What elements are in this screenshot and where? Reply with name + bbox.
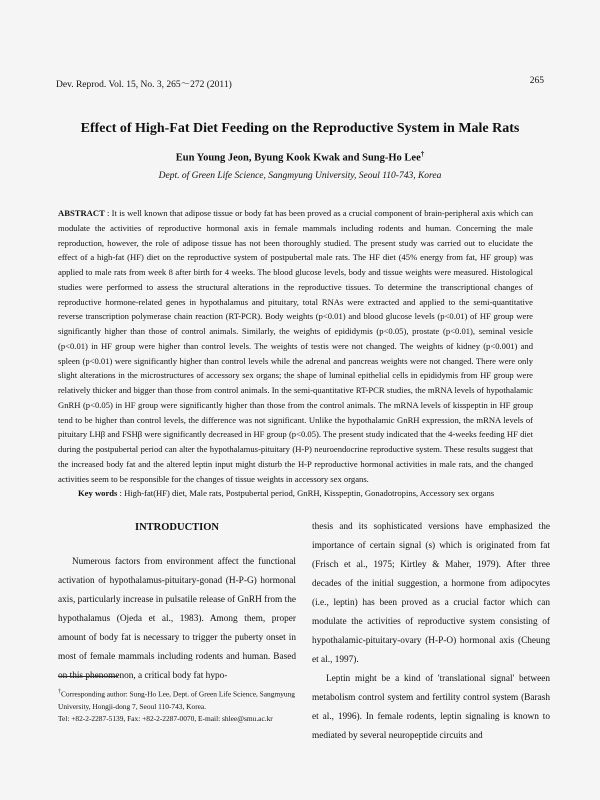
footnote-divider [58,676,118,677]
footnote-line-2: Tel: +82-2-2287-5139, Fax: +82-2-2287-0070, E-mail: shlee@smu.ac.kr [58,714,273,724]
footnote-line-1: Corresponding author: Sung-Ho Lee, Dept. of Green Life Science, Sangmyung University, Hongji-dong 7, Seoul 110-743, Korea. [58,689,295,711]
keywords [78,488,538,498]
footnote-mark: † [58,689,61,695]
running-header [56,76,544,90]
keywords-label: Key words [78,488,118,498]
intro-paragraph-2: Leptin might be a kind of 'translational signal' between metabolism control system and fertility control system (Barash et al., 1996). In female rodents, leptin signaling is known to mediated by several neuropeptide circuits and [312,674,550,741]
author-names: Eun Young Jeon, Byung Kook Kwak and Sung-Ho Lee [175,152,421,164]
keywords-text: : High-fat(HF) diet, Male rats, Postpubertal period, GnRH, Kisspeptin, Gonadotropins, Accessory sex organs [117,488,495,498]
journal-citation: Dev. Reprod. Vol. 15, No. 3, 265～272 (2011) [56,80,232,90]
abstract-text: : It is well known that adipose tissue or body fat has been proved as a crucial component of brain-peripheral axis which can modulate the activities of reproductive hormonal axis in female mammals including rodents and human. Concerning the male reproduction, however, the role of adipose tissue has not been thoroughly studied. The present study was carried out to elucidate the effect of a high-fat (HF) diet on the reproductive system of postpubertal male rats. The HF diet (45% energy from fat, HF group) was applied to male rats from week 8 after birth for 4 weeks. The blood glucose levels, body and tissue weights were measured. Histological studies were performed to assess the structural alterations in the reproductive tissues. To determine the transcriptional changes of reproductive hormone-related genes in hypothalamus and pituitary, total RNAs were extracted and applied to the semi-quantitative reverse transcription polymerase chain reaction (RT-PCR). Body weights (p<0.01) and blood glucose levels (p<0.01) of HF group were significantly higher than those of control animals. Similarly, the weights of epididymis (p<0.05), prostate (p<0.01), seminal vesicle (p<0.01) in HF group were higher than control levels. The weights of testis were not changed. The weights of kidney (p<0.001) and spleen (p<0.01) were significantly higher than control levels while the adrenal and pancreas weights were not changed. There were only slight alterations in the microstructures of accessory sex organs; the shape of luminal epithelial cells in epididymis from HF group were relatively thicker and bigger than those from control animals. In the semi-quantitative RT-PCR studies, the mRNA levels of hypothalamic GnRH (p<0.05) in HF group were significantly higher than those from the control animals. The mRNA levels of kisspeptin in HF group tend to be higher than control levels, the difference was not significant. Unlike the hypothalamic GnRH expression, the mRNA levels of pituitary LHβ and FSHβ were significantly decreased in HF group (p<0.05). The present study indicated that the 4-weeks feeding HF diet during the postpubertal period can alter the hypothalamus-pituitary (H-P) neuroendocrine reproductive system. These results suggest that the increased body fat and the altered leptin input might disturb the H-P reproductive hormonal activities in male rats, and the changed activities seem to be responsible for the changes of tissue weights in accessory sex organs. [58,208,533,484]
paper-title: Effect of High-Fat Diet Feeding on the Reproductive System in Male Rats [80,121,520,136]
section-heading-introduction: INTRODUCTION [134,522,219,533]
page-number: 265 [529,76,544,86]
abstract [58,206,533,486]
footnote [58,686,298,726]
author-list [30,150,570,164]
intro-paragraph-1-continued: thesis and its sophisticated versions have emphasized the importance of certain signal (s) which is originated from fat (Frisch et al., 1975; Kirtley & Maher, 1979). After three decades of the initial suggestion, a hormone from adipocytes (i.e., leptin) has been proved as a crucial factor which can modulate the activities of reproductive system consisting of hypothalamic-pituitary-ovary (H-P-O) hormonal axis (Cheung et al., 1997). [312,522,550,665]
corresponding-mark: † [420,150,425,158]
right-column [312,518,550,746]
left-column [58,518,296,686]
abstract-label: ABSTRACT [58,208,105,218]
affiliation: Dept. of Green Life Science, Sangmyung University, Seoul 110-743, Korea [158,171,442,181]
intro-paragraph-1: Numerous factors from environment affect the functional activation of hypothalamus-pituitary-gonad (H-P-G) hormonal axis, particularly increase in pulsatile release of GnRH from the hypothalamus (Ojeda et al., 1983). Among them, proper amount of body fat is necessary to trigger the puberty onset in most of female mammals including rodents and human. Based on this phenomenon, a critical body fat hypo- [58,557,296,681]
